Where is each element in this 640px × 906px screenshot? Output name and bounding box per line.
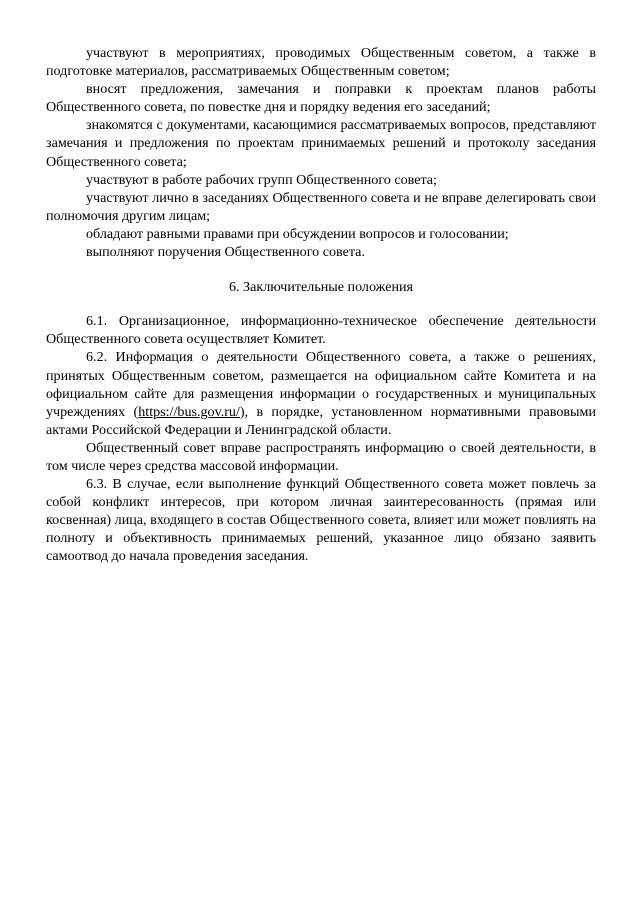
paragraph-6-2-text-start: 6.2. Информация о деятельности Общественного совета, а также о решениях, принятых Общественным советом, размещается на официальном сайте Комитета и на официальном сайте для размещения информации о государственных и муниципальных учреждениях ( [46, 349, 596, 420]
member-rights-list [46, 44, 596, 261]
paragraph-6-2 [46, 348, 596, 438]
list-item: участвуют лично в заседаниях Общественного совета и не вправе делегировать свои полномочия другим лицам; [46, 189, 596, 224]
paragraph-6-2-text-end: ), в порядке, установленном нормативными правовыми актами Российской Федерации и Ленинградской области. [46, 403, 596, 438]
paragraph-6-1: 6.1. Организационное, информационно-техническое обеспечение деятельности Общественного совета осуществляет Комитет. [46, 313, 596, 348]
list-item: выполняют поручения Общественного совета. [86, 244, 365, 261]
section-heading: 6. Заключительные положения [228, 279, 414, 296]
paragraph-6-2-continued: Общественный совет вправе распространять информацию о своей деятельности, в том числе через средства массовой информации. [46, 439, 596, 474]
list-item: знакомятся с документами, касающимися рассматриваемых вопросов, представляют замечания и предложения по проектам принимаемых решений и протоколу заседания Общественного совета; [46, 117, 596, 170]
final-provisions [46, 312, 596, 565]
list-item: обладают равными правами при обсуждении вопросов и голосовании; [86, 225, 509, 242]
list-item: участвуют в мероприятиях, проводимых Общественным советом, а также в подготовке материалов, рассматриваемых Общественным советом; [46, 45, 596, 80]
list-item: участвуют в работе рабочих групп Общественного совета; [86, 171, 437, 188]
list-item: вносят предложения, замечания и поправки к проектам планов работы Общественного совета, по повестке дня и порядку ведения его заседаний; [46, 81, 596, 116]
bus-gov-link[interactable]: https://bus.gov.ru/ [138, 403, 240, 420]
paragraph-6-3: 6.3. В случае, если выполнение функций Общественного совета может повлечь за собой конфликт интересов, при котором личная заинтересованность (прямая или косвенная) лица, входящего в состав Общественного совета, влияет или может повлиять на полноту и объективность принимаемых решений, указанное лицо обязано заявить самоотвод до начала проведения заседания. [46, 476, 596, 565]
